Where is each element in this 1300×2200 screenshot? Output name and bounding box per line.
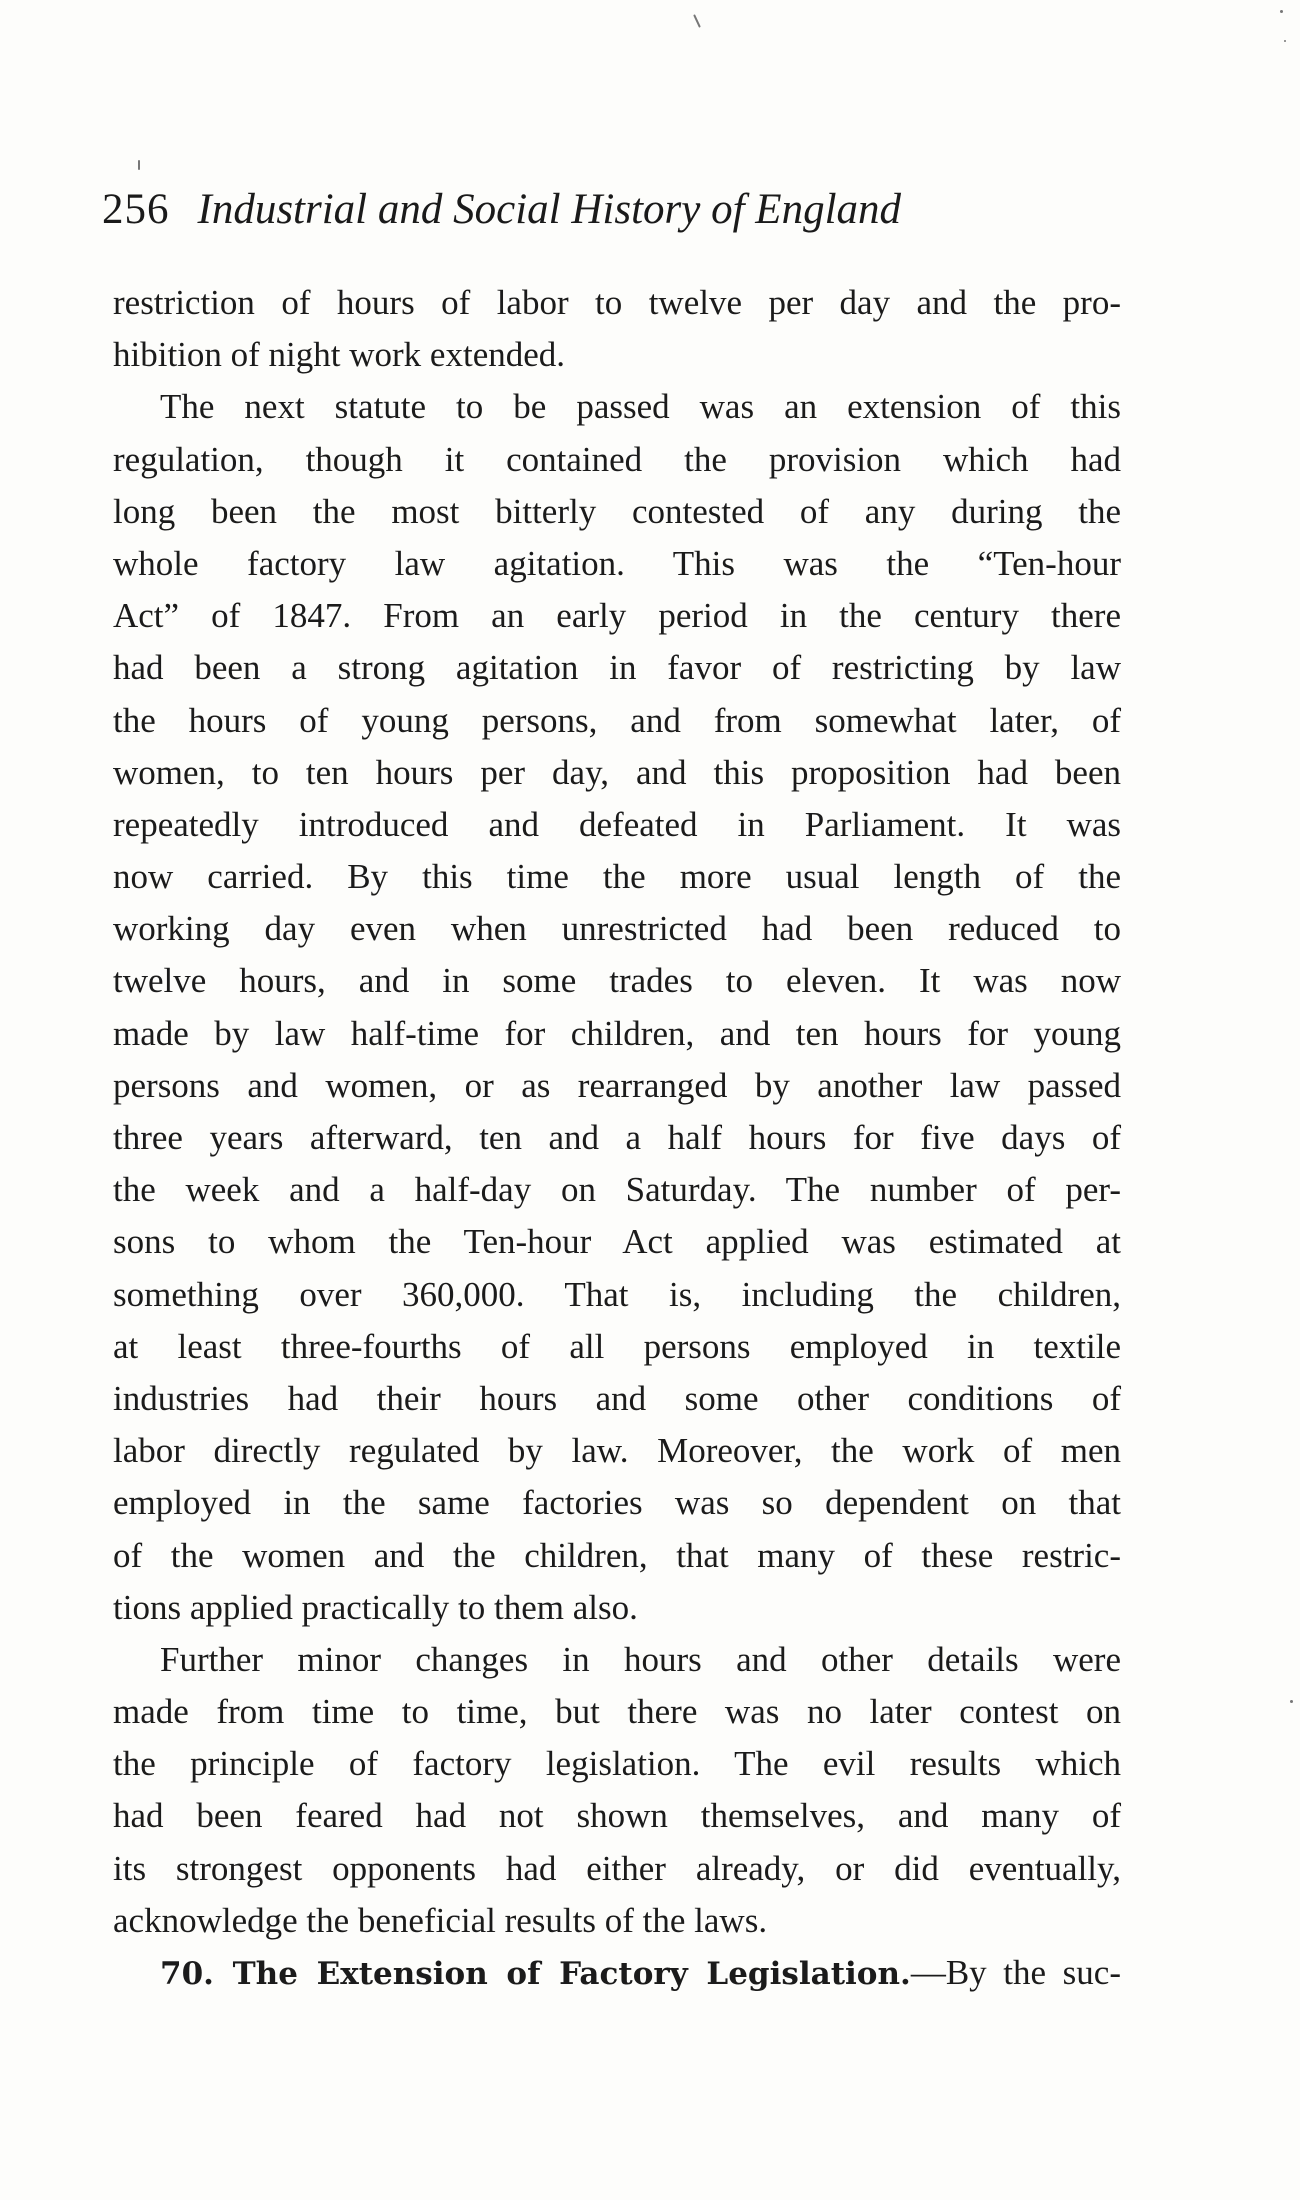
text-line: restriction of hours of labor to twelve per day and the pro- <box>113 283 1121 322</box>
text-line: regulation, though it contained the provision which had <box>113 439 1121 479</box>
text-line: hibition of night work extended. <box>113 335 566 375</box>
text-line: made by law half-time for children, and ten hours for young <box>113 1013 1121 1053</box>
section-heading-line <box>113 1947 1121 1999</box>
text-line: had been a strong agitation in favor of restricting by law <box>113 648 1121 688</box>
text-line: whole factory law agitation. This was the “Ten-hour <box>113 543 1121 583</box>
text-line: the week and a half-day on Saturday. The number of per- <box>113 1170 1121 1210</box>
text-line: of the women and the children, that many of these restric- <box>113 1535 1121 1575</box>
text-line: Further minor changes in hours and other details were <box>160 1639 1121 1679</box>
text-line: long been the most bitterly contested of any during the <box>113 491 1121 531</box>
text-line: repeatedly introduced and defeated in Parliament. It was <box>113 804 1121 844</box>
scan-speck <box>693 14 701 28</box>
scan-speck <box>1284 40 1286 42</box>
text-line: Act” of 1847. From an early period in the century there <box>113 596 1121 636</box>
text-line: tions applied practically to them also. <box>113 1587 638 1627</box>
text-line: the principle of factory legislation. The evil results which <box>113 1744 1121 1784</box>
section-continuation: —By the suc- <box>910 1953 1121 1992</box>
text-line: women, to ten hours per day, and this proposition had been <box>113 752 1121 792</box>
text-line: labor directly regulated by law. Moreover, the work of men <box>113 1431 1121 1471</box>
scan-speck <box>138 160 140 170</box>
text-line: at least three-fourths of all persons employed in textile <box>113 1326 1121 1366</box>
text-line: made from time to time, but there was no later contest on <box>113 1692 1121 1732</box>
text-line: The next statute to be passed was an extension of this <box>160 387 1121 427</box>
text-line: working day even when unrestricted had been reduced to <box>113 909 1121 949</box>
scan-speck <box>1280 10 1283 13</box>
text-line: acknowledge the beneficial results of the laws. <box>113 1900 768 1940</box>
text-line: three years afterward, ten and a half hours for five days of <box>113 1118 1121 1157</box>
text-line: industries had their hours and some other conditions of <box>113 1378 1121 1418</box>
scan-speck <box>1290 1700 1293 1703</box>
text-line: now carried. By this time the more usual length of the <box>113 857 1121 897</box>
running-title: Industrial and Social History of England <box>197 186 902 233</box>
page-number: 256 <box>102 186 170 233</box>
body-text <box>113 277 1121 1999</box>
text-line: something over 360,000. That is, including the children, <box>113 1274 1121 1314</box>
text-line: twelve hours, and in some trades to eleven. It was now <box>113 961 1121 1001</box>
text-line: its strongest opponents had either already, or did eventually, <box>113 1848 1121 1888</box>
running-head <box>102 185 1102 234</box>
text-line: had been feared had not shown themselves, and many of <box>113 1796 1121 1836</box>
text-line: employed in the same factories was so dependent on that <box>113 1483 1121 1523</box>
text-line: the hours of young persons, and from somewhat later, of <box>113 700 1121 740</box>
text-line: sons to whom the Ten-hour Act applied was estimated at <box>113 1222 1121 1262</box>
section-heading: 70. The Extension of Factory Legislation. <box>160 1956 911 1992</box>
text-line: persons and women, or as rearranged by another law passed <box>113 1065 1121 1105</box>
